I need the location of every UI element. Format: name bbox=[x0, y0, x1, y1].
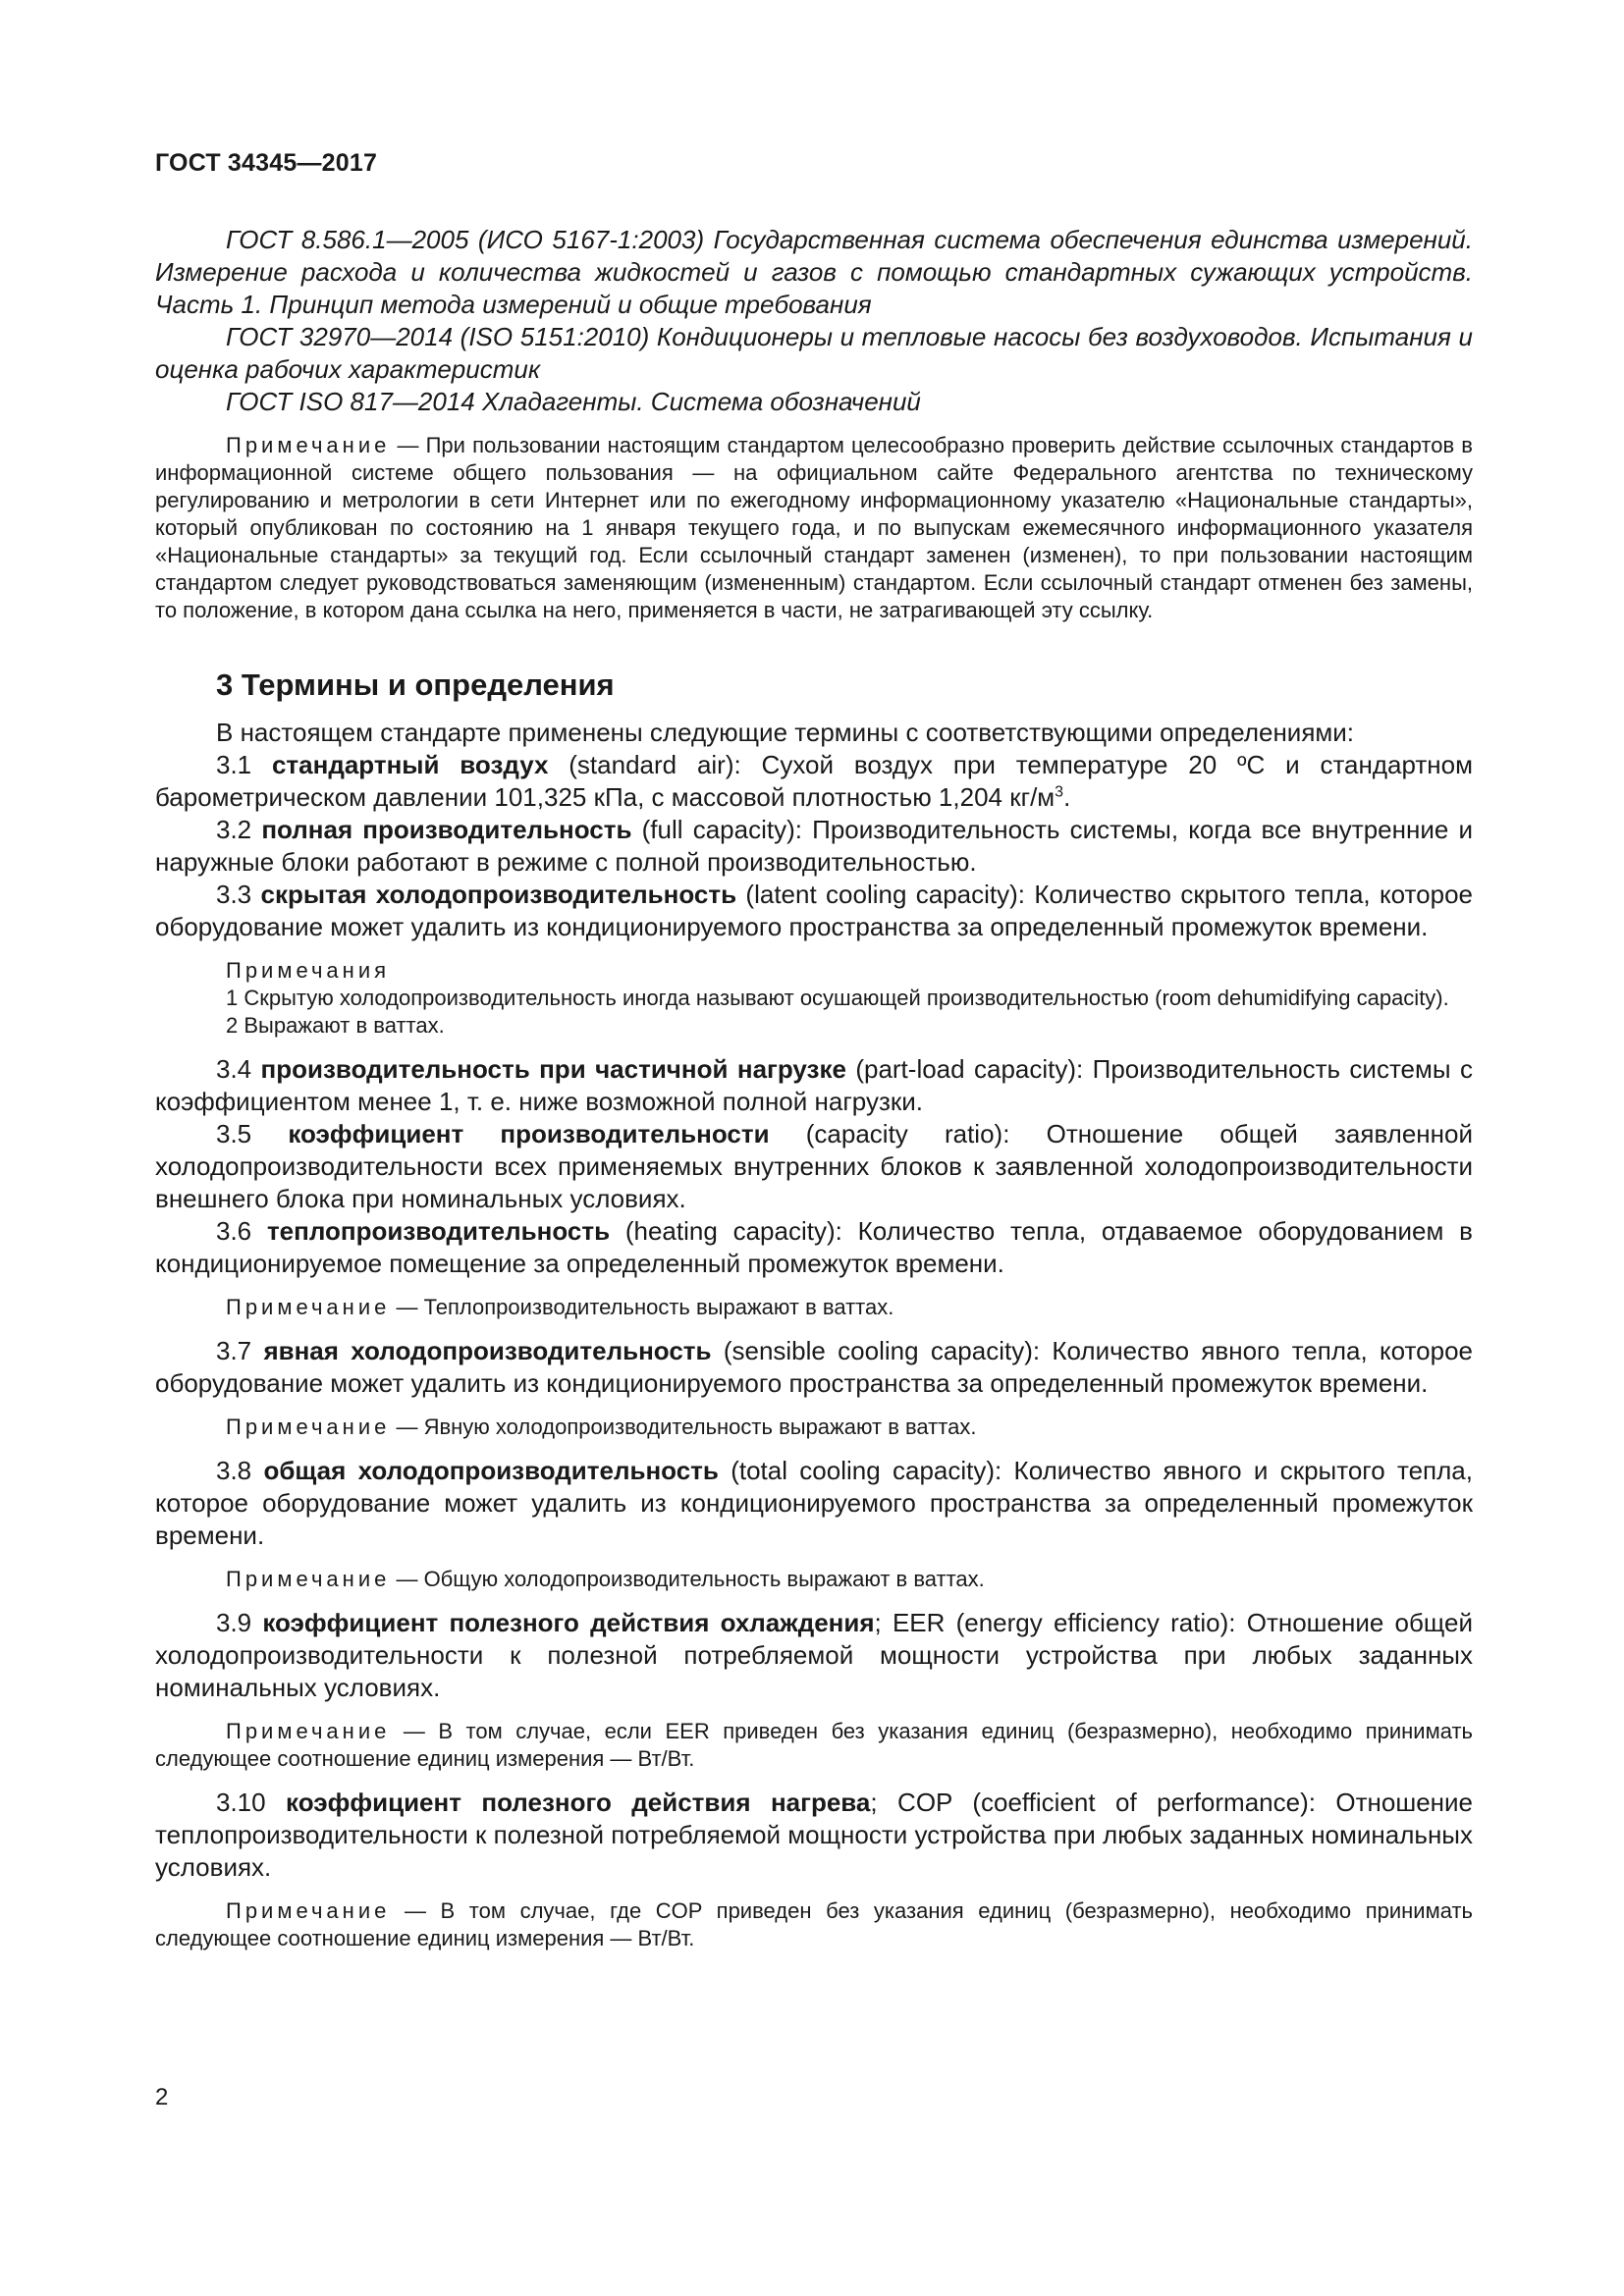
term-number: 3.1 bbox=[216, 750, 272, 779]
term-text: (standard air): Сухой воздух при температуре 20 ºС и стандартном барометрическом давлении 101,325 кПа, с массовой плотностью 1,204 кг/м bbox=[155, 750, 1473, 812]
note-item: 1 Скрытую холодопроизводительность иногда называют осушающей производительностью (room dehumidifying capacity). bbox=[226, 986, 1449, 1010]
term-note-3-9 bbox=[155, 1718, 1473, 1773]
term-number: 3.4 bbox=[216, 1054, 261, 1084]
term-note-3-8 bbox=[155, 1566, 1473, 1593]
superscript: 3 bbox=[1055, 783, 1064, 801]
term-name: общая холодопроизводительность bbox=[263, 1456, 719, 1485]
note-text: — Общую холодопроизводительность выражают в ваттах. bbox=[390, 1567, 985, 1591]
note-item: 2 Выражают в ваттах. bbox=[226, 1013, 445, 1038]
term-name: явная холодопроизводительность bbox=[263, 1336, 712, 1365]
term-definition-3-3 bbox=[155, 879, 1473, 943]
term-name: коэффициент полезного действия нагрева bbox=[286, 1788, 871, 1817]
term-definition-3-8 bbox=[155, 1455, 1473, 1552]
term-definition-3-7 bbox=[155, 1335, 1473, 1400]
term-note-3-10 bbox=[155, 1897, 1473, 1952]
term-number: 3.7 bbox=[216, 1336, 264, 1365]
term-name: полная производительность bbox=[261, 815, 632, 844]
term-name: коэффициент производительности bbox=[288, 1119, 770, 1148]
term-name: коэффициент полезного действия охлаждения bbox=[262, 1608, 875, 1637]
term-text: (part-load capacity): Производительность системы с коэффициентом менее 1, т. е. ниже возможной полной нагрузки. bbox=[155, 1054, 1473, 1116]
term-name: скрытая холодопроизводительность bbox=[260, 880, 737, 909]
term-notes-3-3 bbox=[155, 957, 1473, 1040]
reference-item: ГОСТ 32970—2014 (ISO 5151:2010) Кондиционеры и тепловые насосы без воздуховодов. Испытания и оценка рабочих характеристик bbox=[155, 322, 1473, 384]
reference-item: ГОСТ ISO 817—2014 Хладагенты. Система обозначений bbox=[226, 387, 921, 416]
term-definition-3-2 bbox=[155, 814, 1473, 879]
note-text: — Явную холодопроизводительность выражают в ваттах. bbox=[390, 1415, 977, 1439]
note-label: Примечание bbox=[226, 1415, 391, 1439]
term-text: (full capacity): Производительность системы, когда все внутренние и наружные блоки работают в режиме с полной производительностью. bbox=[155, 815, 1474, 877]
note-label: Примечание bbox=[226, 1719, 391, 1743]
section-intro: В настоящем стандарте применены следующие термины с соответствующими определениями: bbox=[216, 718, 1355, 747]
term-definition-3-1 bbox=[155, 749, 1473, 814]
note-label: Примечание bbox=[226, 1898, 391, 1923]
term-text: (heating capacity): Количество тепла, отдаваемое оборудованием в кондиционируемое помещение за определенный промежуток времени. bbox=[155, 1216, 1473, 1278]
section-heading: 3 Термины и определения bbox=[216, 667, 615, 702]
note-label: Примечание bbox=[226, 1295, 391, 1319]
term-name: стандартный воздух bbox=[271, 750, 549, 779]
page-number: 2 bbox=[155, 2084, 169, 2110]
term-number: 3.2 bbox=[216, 815, 262, 844]
reference-item: ГОСТ 8.586.1—2005 (ИСО 5167-1:2003) Государственная система обеспечения единства измерений. Измерение расхода и количества жидкостей и газов с помощью стандартных сужающих устройств. Часть 1. Принцип метода измерений и общие требования bbox=[155, 225, 1473, 319]
term-text: (latent cooling capacity): Количество скрытого тепла, которое оборудование может удалить из кондиционируемого пространства за определенный промежуток времени. bbox=[155, 880, 1474, 941]
term-note-3-6 bbox=[155, 1294, 1473, 1321]
term-note-3-7 bbox=[155, 1414, 1473, 1441]
term-definition-3-10 bbox=[155, 1787, 1473, 1884]
note-text: — При пользовании настоящим стандартом целесообразно проверить действие ссылочных стандартов в информационной системе общего пользования — на официальном сайте Федерального агентства по техническому регулированию и метрологии в сети Интернет или по ежегодному информационному указателю «Национальные стандарты», который опубликован по состоянию на 1 января текущего года, и по выпускам ежемесячного информационного указателя «Национальные стандарты» за текущий год. Если ссылочный стандарт заменен (изменен), то при пользовании настоящим стандартом следует руководствоваться заменяющим (измененным) стандартом. Если ссылочный стандарт отменен без замены, то положение, в котором дана ссылка на него, применяется в части, не затрагивающей эту ссылку. bbox=[155, 433, 1473, 622]
page-content bbox=[155, 224, 1473, 1966]
term-text: ; COP (coefficient of performance): Отношение теплопроизводительности к полезной потребляемой мощности устройства при любых заданных номинальных условиях. bbox=[155, 1788, 1473, 1882]
term-number: 3.3 bbox=[216, 880, 261, 909]
term-definition-3-9 bbox=[155, 1607, 1473, 1704]
term-definition-3-6 bbox=[155, 1215, 1473, 1280]
note-text: — Теплопроизводительность выражают в ваттах. bbox=[390, 1295, 894, 1319]
standard-header: ГОСТ 34345—2017 bbox=[155, 149, 378, 177]
term-number: 3.5 bbox=[216, 1119, 289, 1148]
note-label: Примечание bbox=[226, 433, 391, 457]
term-name: производительность при частичной нагрузке bbox=[260, 1054, 846, 1084]
term-definition-3-5 bbox=[155, 1118, 1473, 1215]
term-text-end: . bbox=[1063, 782, 1071, 812]
references-note bbox=[155, 432, 1473, 624]
term-number: 3.8 bbox=[216, 1456, 264, 1485]
term-number: 3.9 bbox=[216, 1608, 263, 1637]
term-text: ; EER (energy efficiency ratio): Отношение общей холодопроизводительности к полезной потребляемой мощности устройства при любых заданных номинальных условиях. bbox=[155, 1608, 1473, 1702]
term-number: 3.10 bbox=[216, 1788, 287, 1817]
notes-title: Примечания bbox=[226, 958, 391, 983]
note-label: Примечание bbox=[226, 1567, 391, 1591]
term-text: (total cooling capacity): Количество явного и скрытого тепла, которое оборудование может удалить из кондиционируемого пространства за определенный промежуток времени. bbox=[155, 1456, 1473, 1550]
term-number: 3.6 bbox=[216, 1216, 267, 1246]
term-text: (sensible cooling capacity): Количество явного тепла, которое оборудование может удалить из кондиционируемого пространства за определенный промежуток времени. bbox=[155, 1336, 1474, 1398]
term-definition-3-4 bbox=[155, 1053, 1473, 1118]
normative-references bbox=[155, 224, 1473, 418]
term-name: теплопроизводительность bbox=[266, 1216, 611, 1246]
note-text: — В том случае, где COP приведен без указания единиц (безразмерно), необходимо принимать следующее соотношение единиц измерения — Вт/Вт. bbox=[155, 1898, 1473, 1950]
term-text: (capacity ratio): Отношение общей заявленной холодопроизводительности всех применяемых внутренних блоков к заявленной холодопроизводительности внешнего блока при номинальных условиях. bbox=[155, 1119, 1474, 1213]
note-text: — В том случае, если EER приведен без указания единиц (безразмерно), необходимо принимать следующее соотношение единиц измерения — Вт/Вт. bbox=[155, 1719, 1473, 1771]
